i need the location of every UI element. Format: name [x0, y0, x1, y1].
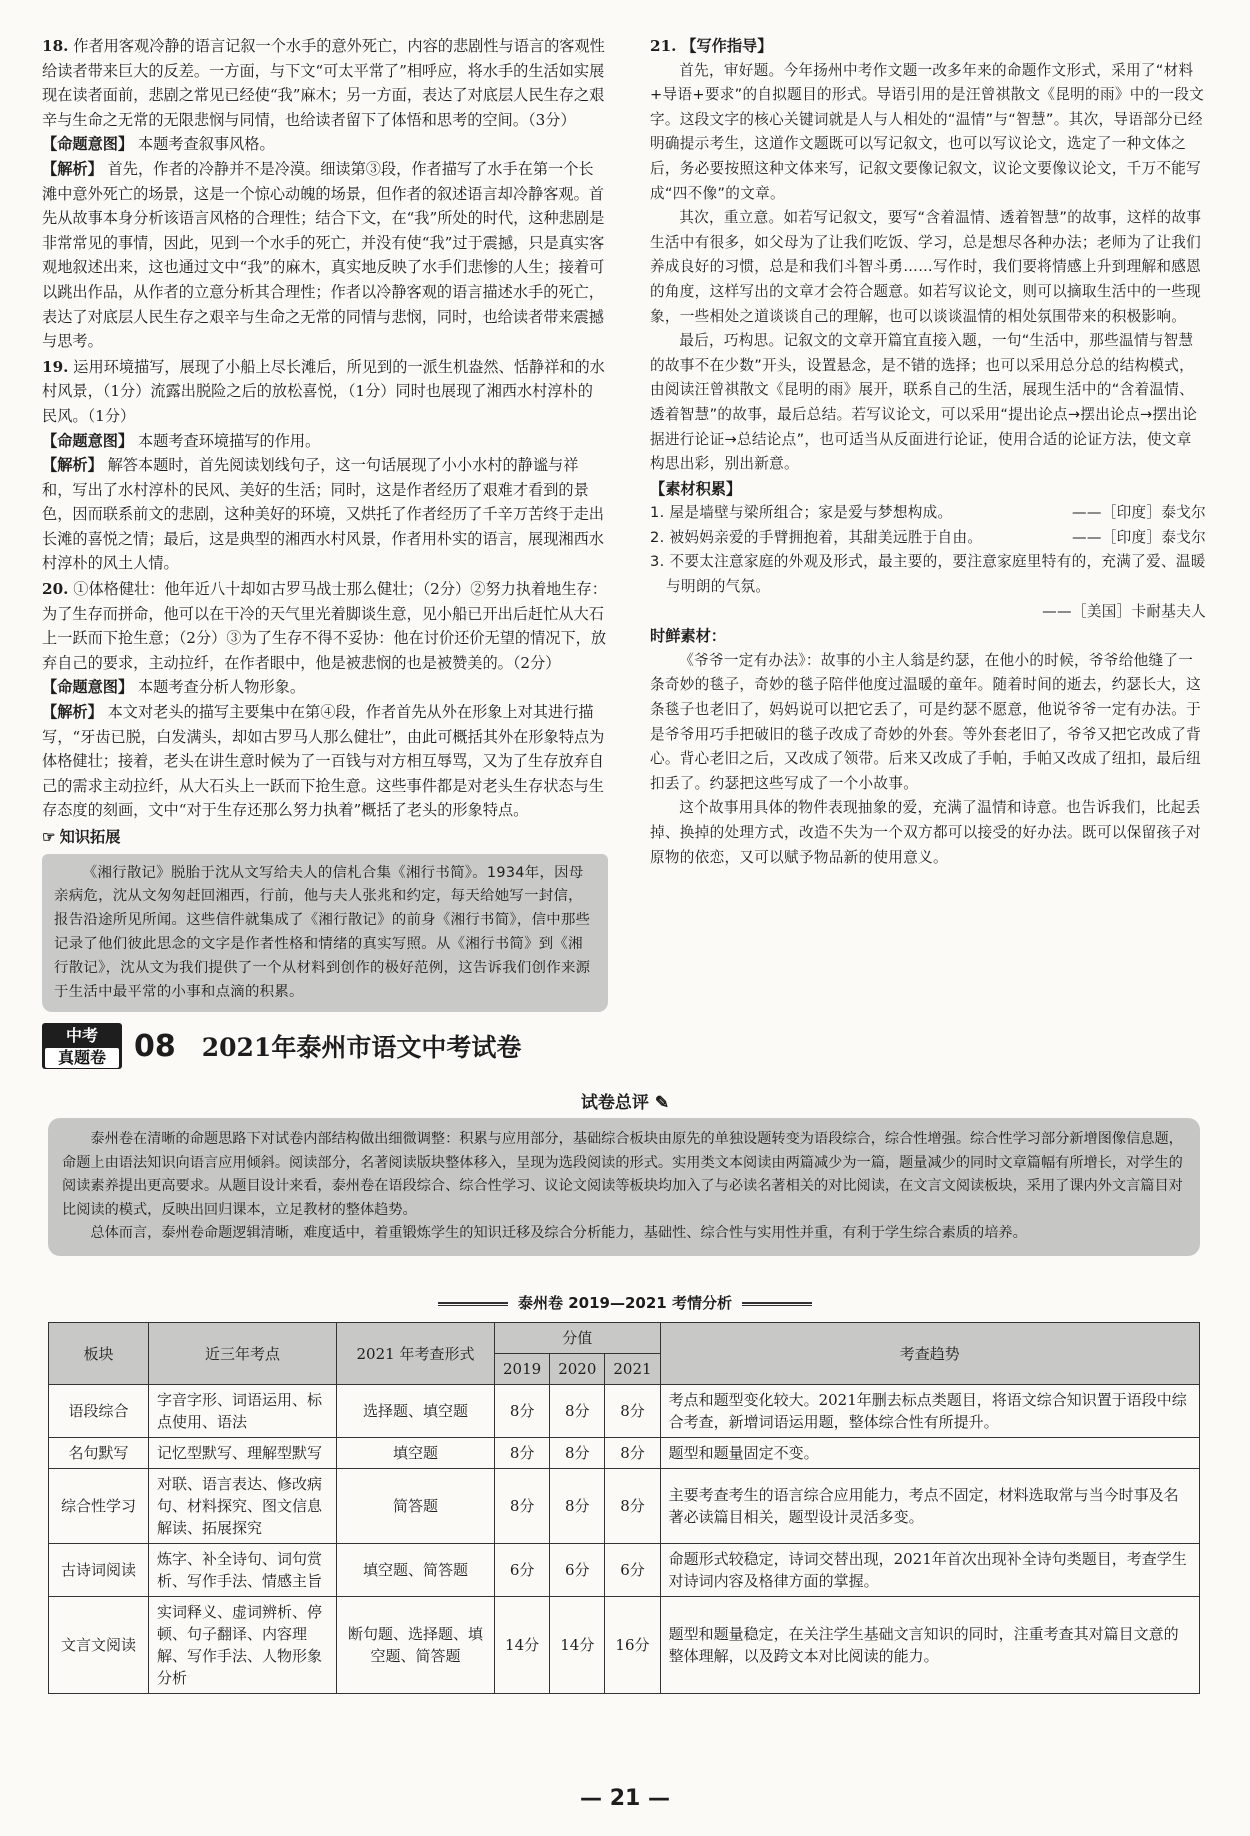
table-row	[49, 1385, 1200, 1438]
question-20	[42, 577, 608, 823]
table-title	[0, 1292, 1250, 1313]
fresh-material-text: 《爷爷一定有办法》：故事的小主人翁是约瑟，在他小的时候，爷爷给他缝了一条奇妙的毯子，奇妙的毯子陪伴他度过温暖的童年。随着时间的逝去，约瑟长大，这条毯子也老旧了，妈妈说可以把它丢了，可是约瑟不愿意，他说爷爷一定有办法。于是爷爷用巧手把破旧的毯子改成了奇妙的外套。等外套老旧了，爷爷又把它改成了背心。背心老旧之后，又改成了领带。后来又改成了手帕，手帕又改成了纽扣，最后纽扣丢了。约瑟把这些写成了一个小故事。	[650, 651, 1202, 792]
header-points: 近三年考点	[149, 1323, 337, 1385]
question-number: 18.	[42, 37, 69, 55]
header-form: 2021 年考查形式	[337, 1323, 495, 1385]
cell-2021: 8分	[605, 1469, 660, 1544]
cell-form: 填空题、简答题	[337, 1544, 495, 1597]
question-number: 21.	[650, 37, 677, 55]
analysis-table	[48, 1322, 1200, 1694]
cell-2019: 8分	[495, 1469, 550, 1544]
cell-trend: 命题形式较稳定，诗词交替出现，2021年首次出现补全诗句类题目，考查学生对诗词内容及格律方面的掌握。	[660, 1544, 1199, 1597]
exam-badge	[42, 1023, 122, 1069]
guide-paragraph-3: 最后，巧构思。记叙文的文章开篇宜直接入题，一句“生活中，那些温情与智慧的故事不在少数”开头，设置悬念，是不错的选择；也可以采用总分总的结构模式，由阅读汪曾祺散文《昆明的雨》展开，联系自己的生活，展现生活中的“含着温情、透着智慧”的故事，最后总结。若写议论文，可以采用“提出论点→摆出论点→摆出论据进行论证→总结论点”，也可适当从反面进行论证，使用合适的论证方法，使文章构思出彩，别出新意。	[650, 332, 1198, 473]
intent-tag: 【命题意图】	[42, 678, 134, 697]
header-trend: 考查趋势	[660, 1323, 1199, 1385]
quote-text: 2. 被妈妈亲爱的手臂拥抱着，其甜美远胜于自由。	[650, 528, 983, 546]
table-title-text: 泰州卷 2019—2021 考情分析	[518, 1294, 732, 1312]
cell-trend: 题型和题量固定不变。	[660, 1438, 1199, 1469]
cell-2020: 8分	[550, 1385, 605, 1438]
analysis-text: 解答本题时，首先阅读划线句子，这一句话展现了小小水村的静谧与祥和，写出了水村淳朴的民风、美好的生活；同时，这是作者经历了艰难才看到的景色，因而联系前文的悲剧，这种美好的环境，又烘托了作者经历了千辛万苦终于走出长滩的喜悦之情；最后，这是典型的湘西水村风景，作者用朴实的语言，展现湘西水村淳朴的风土人情。	[42, 456, 604, 573]
cell-2020: 14分	[550, 1597, 605, 1694]
answer-text: ①体格健壮：他年近八十却如古罗马战士那么健壮；（2分）②努力执着地生存：为了生存而拼命，他可以在干冷的天气里光着脚谈生意，见小船已开出后赶忙从大石上一跃而下抢生意；（2分）③为了生存不得不妥协：他在讨价还价无望的情况下，放弃自己的要求，主动拉纤，在作者眼中，他是被悲悯的也是被赞美的。（2分）	[42, 580, 607, 672]
pen-icon: ✎	[654, 1093, 670, 1113]
guide-paragraph-1: 首先，审好题。今年扬州中考作文题一改多年来的命题作文形式，采用了“材料+导语+要求”的自拟题目的形式。导语引用的是汪曾祺散文《昆明的雨》中的一段文字。这段文字的核心关键词就是人与人相处的“温情”与“智慧”。其次，导语部分已经明确提示考生，这道作文题既可以写记叙文，也可以写议论文，选定了一种文体之后，务必要按照这种文体来写，记叙文要像记叙文，议论文要像议论文，千万不能写成“四不像”的文章。	[650, 61, 1205, 202]
header-score: 分值	[495, 1323, 661, 1354]
fresh-material-text-2: 这个故事用具体的物件表现抽象的爱，充满了温情和诗意。也告诉我们，比起丢掉、换掉的处理方式，改造不失为一个双方都可以接受的好办法。既可以保留孩子对原物的依恋，又可以赋予物品新的使用意义。	[650, 799, 1202, 866]
review-title-text: 试卷总评	[580, 1093, 649, 1113]
cell-section: 古诗词阅读	[49, 1544, 149, 1597]
cell-points: 实词释义、虚词辨析、停顿、句子翻译、内容理解、写作手法、人物形象分析	[149, 1597, 337, 1694]
quote-source: ——［印度］泰戈尔	[1071, 528, 1206, 546]
question-number: 20.	[42, 580, 69, 599]
cell-section: 综合性学习	[49, 1469, 149, 1544]
table-row	[49, 1438, 1200, 1469]
badge-bottom: 真题卷	[45, 1048, 119, 1068]
knowledge-title	[42, 825, 608, 850]
title-divider-right	[742, 1302, 812, 1306]
header-section: 板块	[49, 1323, 149, 1385]
cell-section: 文言文阅读	[49, 1597, 149, 1694]
table-row	[49, 1597, 1200, 1694]
quote-source: ——［印度］泰戈尔	[1071, 504, 1206, 522]
cell-2021: 8分	[605, 1385, 660, 1438]
header-2019: 2019	[495, 1354, 550, 1385]
review-paragraph-2: 总体而言，泰州卷命题逻辑清晰，难度适中，着重锻炼学生的知识迁移及综合分析能力，基础性、综合性与实用性并重，有利于学生综合素质的培养。	[90, 1225, 1027, 1242]
exam-number: 08	[134, 1028, 176, 1064]
cell-2021: 16分	[605, 1597, 660, 1694]
exam-header	[42, 1026, 1206, 1066]
cell-form: 简答题	[337, 1469, 495, 1544]
cell-2019: 8分	[495, 1385, 550, 1438]
title-divider-left	[438, 1302, 508, 1306]
analysis-tag: 【解析】	[42, 703, 103, 722]
exam-title: 2021年泰州市语文中考试卷	[201, 1033, 522, 1062]
cell-form: 断句题、选择题、填空题、简答题	[337, 1597, 495, 1694]
question-number: 19.	[42, 357, 69, 376]
badge-top: 中考	[65, 1026, 98, 1045]
material-tag: 【素材积累】	[650, 479, 742, 498]
cell-2020: 8分	[550, 1438, 605, 1469]
answer-text: 运用环境描写，展现了小船上尽长滩后，所见到的一派生机盎然、恬静祥和的水村风景，（1分）流露出脱险之后的放松喜悦，（1分）同时也展现了湘西水村淳朴的民风。（1分）	[42, 357, 605, 425]
left-column	[42, 34, 608, 1012]
cell-points: 字音字形、词语运用、标点使用、语法	[149, 1385, 337, 1438]
header-2020: 2020	[550, 1354, 605, 1385]
intent-text: 本题考查叙事风格。	[137, 135, 275, 154]
fresh-material-tag: 时鲜素材：	[650, 627, 726, 646]
cell-section: 名句默写	[49, 1438, 149, 1469]
table-row	[49, 1469, 1200, 1544]
cell-trend: 题型和题量稳定，在关注学生基础文言知识的同时，注重考查其对篇目文意的整体理解，以及跨文本对比阅读的能力。	[660, 1597, 1199, 1694]
analysis-text: 本文对老头的描写主要集中在第④段，作者首先从外在形象上对其进行描写，“牙齿已脱，白发满头，却如古罗马人那么健壮”，由此可概括其外在形象特点为体格健壮；接着，老头在讲生意时候为了一百钱与对方相互辱骂，又为了生存放弃自己的需求主动拉纤，从大石头上一跃而下抢生意。这些事件都是对老头生存状态与生存态度的刻画，文中“对于生存还那么努力执着”概括了老头的形象特点。	[42, 703, 605, 820]
cell-trend: 考点和题型变化较大。2021年删去标点类题目，将语文综合知识置于语段中综合考查，新增词语运用题，整体综合性有所提升。	[660, 1385, 1199, 1438]
cell-2021: 6分	[605, 1544, 660, 1597]
intent-tag: 【命题意图】	[42, 431, 134, 450]
intent-text: 本题考查分析人物形象。	[137, 678, 306, 697]
right-column	[650, 34, 1206, 870]
pointing-hand-icon: ☞	[42, 828, 56, 846]
cell-points: 对联、语言表达、修改病句、材料探究、图文信息解读、拓展探究	[149, 1469, 337, 1544]
question-18	[42, 34, 608, 354]
cell-2021: 8分	[605, 1438, 660, 1469]
cell-2020: 6分	[550, 1544, 605, 1597]
quote-text: 3. 不要太注意家庭的外观及形式，最主要的，要注意家庭里特有的，充满了爱、温暖与明朗的气氛。	[650, 553, 1206, 596]
review-title	[0, 1088, 1250, 1113]
quote-1	[650, 501, 1206, 526]
writing-guide-tag: 【写作指导】	[681, 37, 773, 55]
cell-section: 语段综合	[49, 1385, 149, 1438]
cell-2020: 8分	[550, 1469, 605, 1544]
quote-3-source: ——［美国］卡耐基夫人	[1042, 602, 1206, 620]
cell-points: 记忆型默写、理解型默写	[149, 1438, 337, 1469]
cell-trend: 主要考查考生的语言综合应用能力，考点不固定，材料选取常与当今时事及名著必读篇目相关，题型设计灵活多变。	[660, 1469, 1199, 1544]
review-box	[48, 1118, 1200, 1256]
analysis-tag: 【解析】	[42, 456, 103, 475]
analysis-tag: 【解析】	[42, 159, 103, 178]
analysis-text: 首先，作者的冷静并不是冷漠。细读第③段，作者描写了水手在第一个长滩中意外死亡的场景，这是一个惊心动魄的场景，但作者的叙述语言却冷静客观。首先从故事本身分析该语言风格的合理性；结合下文，在“我”所处的时代，这种悲剧是非常常见的事情，因此，见到一个水手的死亡，并没有使“我”过于震撼，只是真实客观地叙述出来，这也通过文中“我”的麻木，真实地反映了水手们悲惨的人生；接着可以跳出作品，从作者的立意分析其合理性；作者以冷静客观的语言描述水手的死亡，表达了对底层人民生存之艰辛与生命之无常的同情与悲悯，同时，也给读者带来震撼与思考。	[42, 159, 605, 351]
cell-2019: 8分	[495, 1438, 550, 1469]
cell-form: 选择题、填空题	[337, 1385, 495, 1438]
knowledge-box: 《湘行散记》脱胎于沈从文写给夫人的信札合集《湘行书简》。1934年，因母亲病危，沈从文匆匆赶回湘西，行前，他与夫人张兆和约定，每天给她写一封信，报告沿途所见所闻。这些信件就集成了《湘行散记》的前身《湘行书简》，信中那些记录了他们彼此思念的文字是作者性格和情绪的真实写照。从《湘行书简》到《湘行散记》，沈从文为我们提供了一个从材料到创作的极好范例，这告诉我们创作来源于生活中最平常的小事和点滴的积累。	[42, 854, 608, 1013]
quote-text: 1. 屋是墙壁与梁所组合；家是爱与梦想构成。	[650, 504, 953, 522]
knowledge-title-text: 知识拓展	[59, 828, 121, 846]
quote-3	[650, 550, 1206, 599]
cell-form: 填空题	[337, 1438, 495, 1469]
intent-text: 本题考查环境描写的作用。	[137, 431, 321, 450]
page-number: — 21 —	[580, 1786, 670, 1811]
question-19	[42, 355, 608, 576]
header-2021: 2021	[605, 1354, 660, 1385]
cell-2019: 14分	[495, 1597, 550, 1694]
cell-2019: 6分	[495, 1544, 550, 1597]
guide-paragraph-2: 其次，重立意。如若写记叙文，要写“含着温情、透着智慧”的故事，这样的故事生活中有很多，如父母为了让我们吃饭、学习，总是想尽各种办法；老师为了让我们养成良好的习惯，总是和我们斗智斗勇……写作时，我们要将情感上升到理解和感恩的角度，这样写出的文章才会符合题意。如若写议论文，则可以摘取生活中的一些现象，一些相处之道谈谈自己的理解，也可以谈谈温情的相处氛围带来的积极影响。	[650, 209, 1202, 325]
answer-text: 作者用客观冷静的语言记叙一个水手的意外死亡，内容的悲剧性与语言的客观性给读者带来巨大的反差。一方面，与下文“可太平常了”相呼应，将水手的生活如实展现在读者面前，悲剧之常见已经使“我”麻木；另一方面，表达了对底层人民生存之艰辛与生命之无常的无限悲悯与同情，也给读者留下了体悟和思考的空间。（3分）	[42, 37, 605, 129]
cell-points: 炼字、补全诗句、词句赏析、写作手法、情感主旨	[149, 1544, 337, 1597]
intent-tag: 【命题意图】	[42, 135, 134, 154]
table-row	[49, 1544, 1200, 1597]
quote-2	[650, 526, 1206, 551]
review-paragraph-1: 泰州卷在清晰的命题思路下对试卷内部结构做出细微调整：积累与应用部分，基础综合板块由原先的单独设题转变为语段综合，综合性增强。综合性学习部分新增图像信息题，命题上由语法知识向语言应用倾斜。阅读部分，名著阅读版块整体移入，呈现为选段阅读的形式。实用类文本阅读由两篇减少为一篇，题量减少的同时文章篇幅有所增长，对学生的阅读素养提出更高要求。从题目设计来看，泰州卷在语段综合、综合性学习、议论文阅读等板块均加入了与必读名著相关的对比阅读，在文言文阅读板块，采用了课内外文言篇目对比阅读的模式，反映出回归课本，立足教材的整体趋势。	[62, 1131, 1183, 1218]
